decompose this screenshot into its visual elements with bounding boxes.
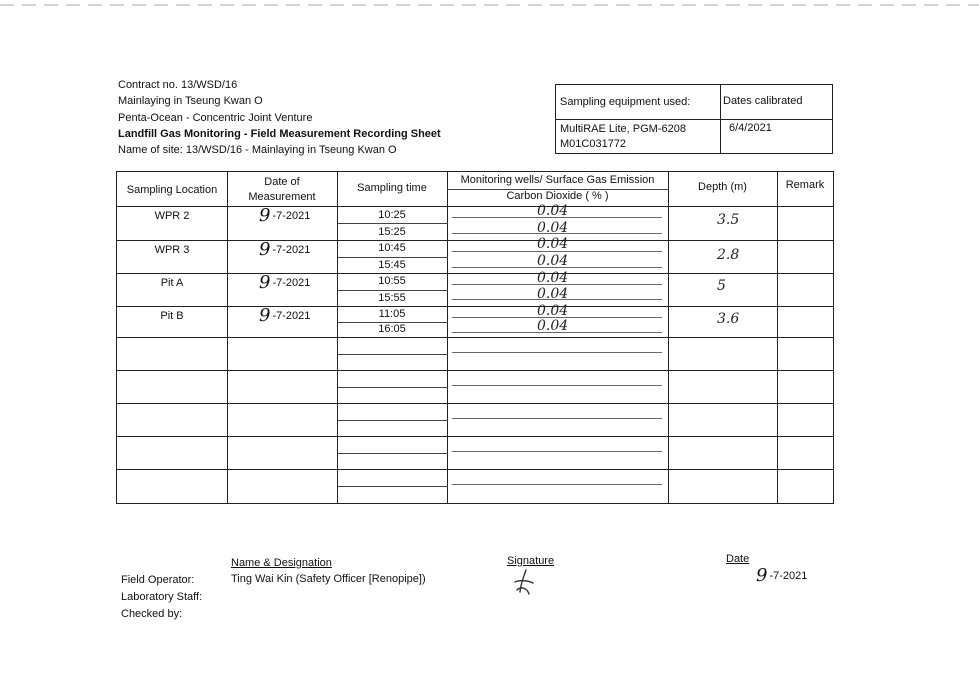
lab-staff-label: Laboratory Staff: xyxy=(121,591,203,603)
row-depth: 3.5 xyxy=(717,212,740,228)
row-divider xyxy=(117,469,833,470)
time-subdivider xyxy=(338,486,448,487)
checked-by-label: Checked by: xyxy=(121,608,183,620)
row-divider xyxy=(117,436,833,437)
co2-entry-line xyxy=(452,418,662,419)
equipment-name-line2: M01C031772 xyxy=(560,138,627,150)
date-heading: Date xyxy=(726,553,750,565)
contract-number: Contract no. 13/WSD/16 xyxy=(118,79,238,91)
project-name: Mainlaying in Tseung Kwan O xyxy=(118,95,263,108)
field-operator-label: Field Operator: xyxy=(121,574,195,586)
row-divider xyxy=(117,337,833,338)
time-subdivider xyxy=(338,354,448,355)
row-divider xyxy=(117,403,833,404)
equipment-row-divider xyxy=(556,119,832,120)
row-co2-2: 0.04 xyxy=(537,286,569,302)
row-date: 9 -7-2021 xyxy=(259,272,311,293)
time-subdivider xyxy=(338,223,448,224)
row-co2-1: 0.04 xyxy=(537,203,569,219)
measurement-table xyxy=(116,171,834,504)
document-header xyxy=(118,77,441,158)
time-subdivider xyxy=(338,290,448,291)
row-divider xyxy=(117,370,833,371)
header-date-line1: Date of xyxy=(264,176,300,188)
row-time-1: 11:05 xyxy=(378,308,406,320)
row-location: WPR 3 xyxy=(154,244,190,256)
row-co2-2: 0.04 xyxy=(537,220,569,236)
row-co2-2: 0.04 xyxy=(537,253,569,269)
name-designation-heading: Name & Designation xyxy=(231,557,332,569)
signature-heading: Signature xyxy=(507,555,555,567)
header-co2-line2: Carbon Dioxide ( % ) xyxy=(506,190,609,202)
sheet-title: Landfill Gas Monitoring - Field Measurement Recording Sheet xyxy=(118,127,441,140)
row-time-2: 16:05 xyxy=(378,323,406,335)
time-subdivider xyxy=(338,453,448,454)
row-time-2: 15:55 xyxy=(378,292,406,304)
co2-entry-line xyxy=(452,484,662,485)
header-time: Sampling time xyxy=(357,182,427,194)
row-depth: 5 xyxy=(717,278,726,294)
calibrated-label: Dates calibrated xyxy=(723,95,803,107)
signature-mark xyxy=(509,568,539,596)
row-co2-1: 0.04 xyxy=(537,303,569,319)
row-time-1: 10:55 xyxy=(378,275,406,287)
co2-entry-line xyxy=(452,385,662,386)
field-operator-name: Ting Wai Kin (Safety Officer [Renopipe]) xyxy=(231,573,426,585)
equipment-name-line1: MultiRAE Lite, PGM-6208 xyxy=(560,123,686,135)
contractor-name: Penta-Ocean - Concentric Joint Venture xyxy=(118,111,313,124)
time-subdivider xyxy=(338,387,448,388)
row-divider xyxy=(117,206,833,207)
co2-entry-line xyxy=(452,352,662,353)
row-depth: 2.8 xyxy=(717,247,740,263)
row-co2-1: 0.04 xyxy=(537,270,569,286)
row-co2-2: 0.04 xyxy=(537,318,569,334)
row-date: 9 -7-2021 xyxy=(259,305,311,326)
row-co2-1: 0.04 xyxy=(537,236,569,252)
equipment-label: Sampling equipment used: xyxy=(560,96,691,108)
calibrated-date: 6/4/2021 xyxy=(729,122,772,134)
row-date: 9 -7-2021 xyxy=(259,205,311,226)
header-remark: Remark xyxy=(785,179,825,191)
co2-entry-line xyxy=(452,451,662,452)
header-co2-line1: Monitoring wells/ Surface Gas Emission xyxy=(460,174,655,186)
row-time-2: 15:45 xyxy=(378,259,406,271)
header-location: Sampling Location xyxy=(126,184,218,196)
row-location: WPR 2 xyxy=(154,210,190,222)
time-subdivider xyxy=(338,257,448,258)
row-divider xyxy=(117,306,833,307)
row-divider xyxy=(117,273,833,274)
time-subdivider xyxy=(338,420,448,421)
equipment-box xyxy=(555,84,833,154)
row-depth: 3.6 xyxy=(717,311,740,327)
row-time-1: 10:45 xyxy=(378,242,406,254)
row-location: Pit A xyxy=(160,277,184,289)
row-date: 9 -7-2021 xyxy=(259,239,311,260)
footer-date: 9 -7-2021 xyxy=(756,565,808,586)
row-location: Pit B xyxy=(160,310,184,322)
header-date-line2: Measurement xyxy=(248,191,316,203)
row-time-2: 15:25 xyxy=(378,226,406,238)
site-name: Name of site: 13/WSD/16 - Mainlaying in Tseung Kwan O xyxy=(118,144,397,157)
row-time-1: 10:25 xyxy=(378,209,406,221)
scan-top-edge xyxy=(0,4,979,6)
row-divider xyxy=(117,240,833,241)
header-depth: Depth (m) xyxy=(698,181,747,193)
